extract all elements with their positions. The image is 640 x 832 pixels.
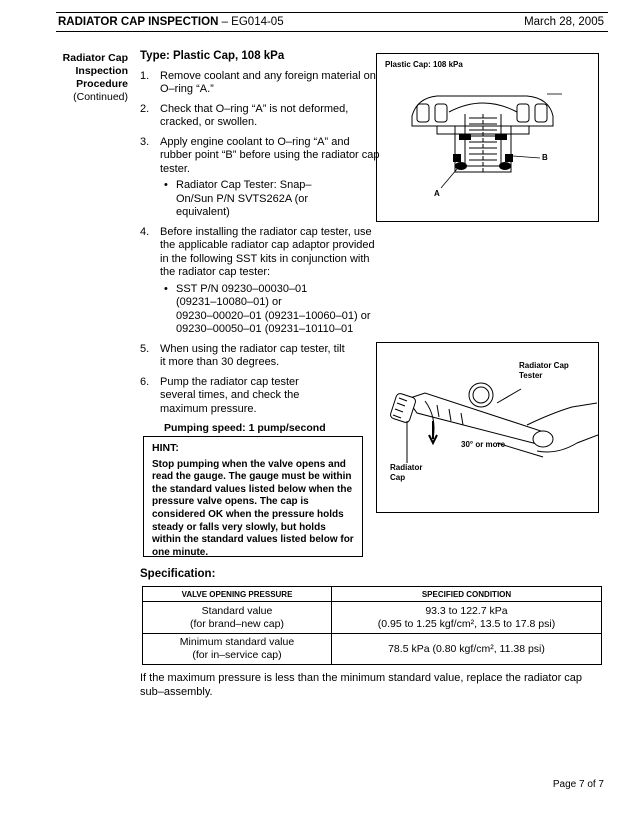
label-cap: Radiator Cap <box>390 463 423 482</box>
type-heading: Type: Plastic Cap, 108 kPa <box>140 50 285 62</box>
hint-box: HINT: Stop pumping when the valve opens and read the gauge. The gauge must be within the standard values listed below when the pressure valve opens. The cap is considered OK when the pressure holds steady or falls very slowly, but holds within the standard values listed below for one minute. <box>143 436 363 557</box>
cap-cross-section-drawing <box>377 54 598 221</box>
table-cell: Minimum standard value (for in–service cap) <box>143 634 332 665</box>
step-4-bullet: • SST P/N 09230–00030–01 (09231–10080–01) or 09230–00020–01 (09231–10060–01) or 09230–00050–01 (09231–10110–01 <box>164 282 371 335</box>
step-1: 1. Remove coolant and any foreign material on O–ring “A.” <box>140 69 376 95</box>
header-bottom-rule <box>56 31 608 32</box>
table-row <box>143 602 602 634</box>
table-row <box>143 634 602 665</box>
specification-title: Specification: <box>140 568 216 580</box>
section-side-label: Radiator Cap Inspection Procedure (Continued) <box>62 52 128 103</box>
document-date: March 28, 2005 <box>524 16 604 28</box>
label-angle: 30° or more <box>461 440 506 449</box>
table-cell: 78.5 kPa (0.80 kgf/cm², 11.38 psi) <box>332 634 602 665</box>
column-header: SPECIFIED CONDITION <box>332 587 602 602</box>
replacement-note: If the maximum pressure is less than the minimum standard value, replace the radiator cap sub–assembly. <box>140 672 583 698</box>
figure-cap-tester <box>376 342 599 513</box>
header-top-rule <box>56 12 608 13</box>
figure-plastic-cap <box>376 53 599 222</box>
document-title: RADIATOR CAP INSPECTION – EG014-05 <box>58 16 284 28</box>
specification-table <box>142 586 602 665</box>
step-3: 3. Apply engine coolant to O–ring “A” and rubber point “B” before using the radiator cap tester. • Radiator Cap Tester: Snap–On/Sun P/N SVTS262A (or equivalent) <box>140 135 380 218</box>
column-header: VALVE OPENING PRESSURE <box>143 587 332 602</box>
table-cell: Standard value (for brand–new cap) <box>143 602 332 634</box>
step-6: 6. Pump the radiator cap tester several times, and check the maximum pressure. <box>140 375 300 415</box>
label-a: A <box>434 189 440 198</box>
step-2: 2. Check that O–ring “A” is not deformed, cracked, or swollen. <box>140 102 349 128</box>
page-number: Page 7 of 7 <box>552 779 604 790</box>
procedure-body <box>140 50 380 436</box>
step-3-bullet: • Radiator Cap Tester: Snap–On/Sun P/N SVTS262A (or equivalent) <box>164 179 312 218</box>
pumping-speed: Pumping speed: 1 pump/second <box>164 422 326 434</box>
table-header-row <box>143 587 602 602</box>
label-tester: Radiator Cap Tester <box>519 361 569 380</box>
table-cell: 93.3 to 122.7 kPa (0.95 to 1.25 kgf/cm², 13.5 to 17.8 psi) <box>332 602 602 634</box>
label-b: B <box>542 153 548 162</box>
step-4: 4. Before installing the radiator cap tester, use the applicable radiator cap adaptor provided in the following SST kits in conjunction with the radiator cap tester: • SST P/N 09230–00030–01 (09231–10080–01) or 09230–00020–01 (09231–10060–01) or 09230–00050–01 (09231–10110–01 <box>140 226 380 337</box>
step-5: 5. When using the radiator cap tester, tilt it more than 30 degrees. <box>140 342 345 368</box>
figure-1-title: Plastic Cap: 108 kPa <box>385 60 463 69</box>
